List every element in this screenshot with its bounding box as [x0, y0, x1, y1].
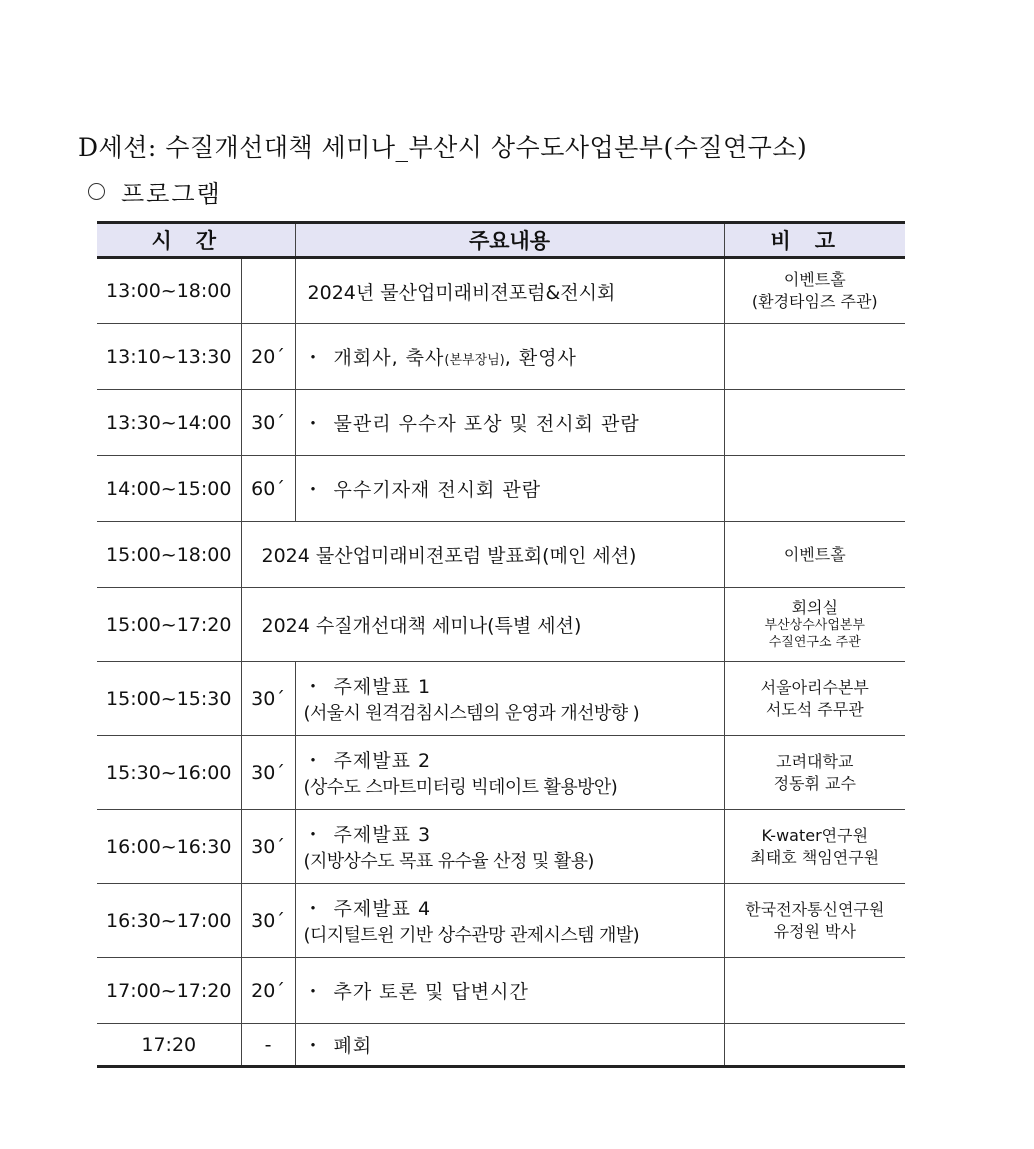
content-cell: [295, 390, 724, 456]
content-sub-line: (서울시 원격검침시스템의 운영과 개선방향 ): [303, 703, 640, 724]
content-sub-line: (디지털트윈 기반 상수관망 관제시스템 개발): [303, 925, 640, 946]
table-row: [97, 662, 905, 736]
content-main-line: [304, 894, 724, 921]
content-cell: 2024 물산업미래비젼포럼 발표회(메인 세션): [241, 522, 724, 588]
table-row: [97, 324, 905, 390]
duration-cell: 60´: [241, 456, 295, 522]
content-text: 주제발표 2: [333, 750, 432, 772]
note-line: 이벤트홀: [783, 270, 846, 290]
note-cell: [724, 456, 905, 522]
bullet-mark: ・: [303, 981, 323, 1003]
note-cell: [724, 522, 905, 588]
note-line: 유정원 박사: [773, 921, 856, 941]
note-small-line: 수질연구소 주관: [768, 635, 861, 651]
time-cell: 15:00~18:00: [97, 522, 241, 588]
note-cell: [724, 588, 905, 662]
note-cell: [724, 390, 905, 456]
time-cell: 17:00~17:20: [97, 958, 241, 1024]
note-line: 서도석 주무관: [765, 699, 864, 719]
duration-cell: 30´: [241, 810, 295, 884]
content-cell: [295, 456, 724, 522]
note-line: 한국전자통신연구원: [745, 899, 885, 919]
content-text: 폐회: [333, 1035, 373, 1057]
bullet-mark: ・: [303, 750, 323, 772]
content-text: 우수기자재 전시회 관람: [333, 479, 542, 501]
content-main-line: [304, 672, 724, 699]
time-cell: 15:30~16:00: [97, 736, 241, 810]
content-cell: [295, 884, 724, 958]
content-small-text: (본부장님): [444, 353, 505, 368]
note-cell: [724, 324, 905, 390]
bullet-mark: ・: [303, 347, 323, 369]
content-main-line: [304, 746, 724, 773]
note-line: 이벤트홀: [783, 544, 846, 564]
table-row: [97, 522, 905, 588]
document-title: D세션: 수질개선대책 세미나_부산시 상수도사업본부(수질연구소): [78, 133, 808, 162]
content-text: 개회사, 축사: [333, 347, 445, 369]
content-main-line: [304, 820, 724, 847]
note-line: 회의실: [791, 597, 838, 617]
content-text: 추가 토론 및 답변시간: [333, 981, 529, 1003]
bullet-mark: ・: [303, 413, 323, 435]
bullet-mark: ・: [303, 824, 323, 846]
time-cell: 13:10~13:30: [97, 324, 241, 390]
duration-cell: 20´: [241, 958, 295, 1024]
time-cell: 17:20: [97, 1024, 241, 1067]
bullet-mark: ・: [303, 676, 323, 698]
time-cell: 13:00~18:00: [97, 258, 241, 324]
content-text: 물관리 우수자 포상 및 전시회 관람: [333, 413, 640, 435]
time-cell: 15:00~15:30: [97, 662, 241, 736]
note-line: 최태호 책임연구원: [750, 847, 880, 867]
note-line: 정동휘 교수: [773, 773, 856, 793]
note-cell: [724, 736, 905, 810]
duration-cell: [241, 258, 295, 324]
table-row: [97, 1024, 905, 1067]
note-cell: [724, 258, 905, 324]
time-cell: 16:30~17:00: [97, 884, 241, 958]
table-row: [97, 736, 905, 810]
table-row: [97, 258, 905, 324]
section-heading-label: 프로그램: [121, 180, 222, 208]
program-table: [97, 221, 905, 1068]
header-content: 주요내용: [295, 223, 724, 258]
time-cell: 16:00~16:30: [97, 810, 241, 884]
content-cell: [295, 810, 724, 884]
duration-cell: 30´: [241, 884, 295, 958]
content-text: 주제발표 3: [333, 824, 432, 846]
content-cell: 2024 수질개선대책 세미나(특별 세션): [241, 588, 724, 662]
note-line: 서울아리수본부: [760, 677, 869, 697]
content-cell: [295, 1024, 724, 1067]
time-cell: 15:00~17:20: [97, 588, 241, 662]
header-note: 비고: [724, 223, 905, 258]
bullet-mark: ・: [303, 479, 323, 501]
note-line: (환경타임즈 주관): [751, 292, 878, 311]
bullet-mark: ・: [303, 898, 323, 920]
table-row: [97, 390, 905, 456]
table-row: [97, 884, 905, 958]
content-cell: 2024년 물산업미래비젼포럼&전시회: [295, 258, 724, 324]
note-cell: [724, 810, 905, 884]
section-heading: [88, 174, 222, 209]
content-cell: [295, 958, 724, 1024]
content-sub-line: (지방상수도 목표 유수율 산정 및 활용): [303, 851, 594, 872]
content-cell: [295, 662, 724, 736]
content-cell: [295, 736, 724, 810]
header-time: 시간: [97, 223, 295, 258]
duration-cell: -: [241, 1024, 295, 1067]
duration-cell: 30´: [241, 736, 295, 810]
note-line: K-water연구원: [761, 825, 869, 845]
duration-cell: 20´: [241, 324, 295, 390]
note-cell: [724, 1024, 905, 1067]
note-cell: [724, 662, 905, 736]
note-line: 고려대학교: [776, 751, 854, 771]
content-cell: [295, 324, 724, 390]
table-row: [97, 456, 905, 522]
table-row: [97, 588, 905, 662]
table-row: [97, 958, 905, 1024]
content-text: 주제발표 4: [333, 898, 432, 920]
note-cell: [724, 958, 905, 1024]
content-sub-line: (상수도 스마트미터링 빅데이트 활용방안): [303, 777, 618, 798]
table-row: [97, 810, 905, 884]
table-header-row: [97, 223, 905, 258]
bullet-mark: ・: [303, 1035, 323, 1057]
content-text: 주제발표 1: [333, 676, 432, 698]
time-cell: 13:30~14:00: [97, 390, 241, 456]
duration-cell: 30´: [241, 390, 295, 456]
duration-cell: 30´: [241, 662, 295, 736]
content-text: , 환영사: [504, 347, 577, 369]
time-cell: 14:00~15:00: [97, 456, 241, 522]
note-cell: [724, 884, 905, 958]
note-small-line: 부산상수사업본부: [764, 618, 865, 634]
circle-bullet-icon: [88, 183, 105, 200]
